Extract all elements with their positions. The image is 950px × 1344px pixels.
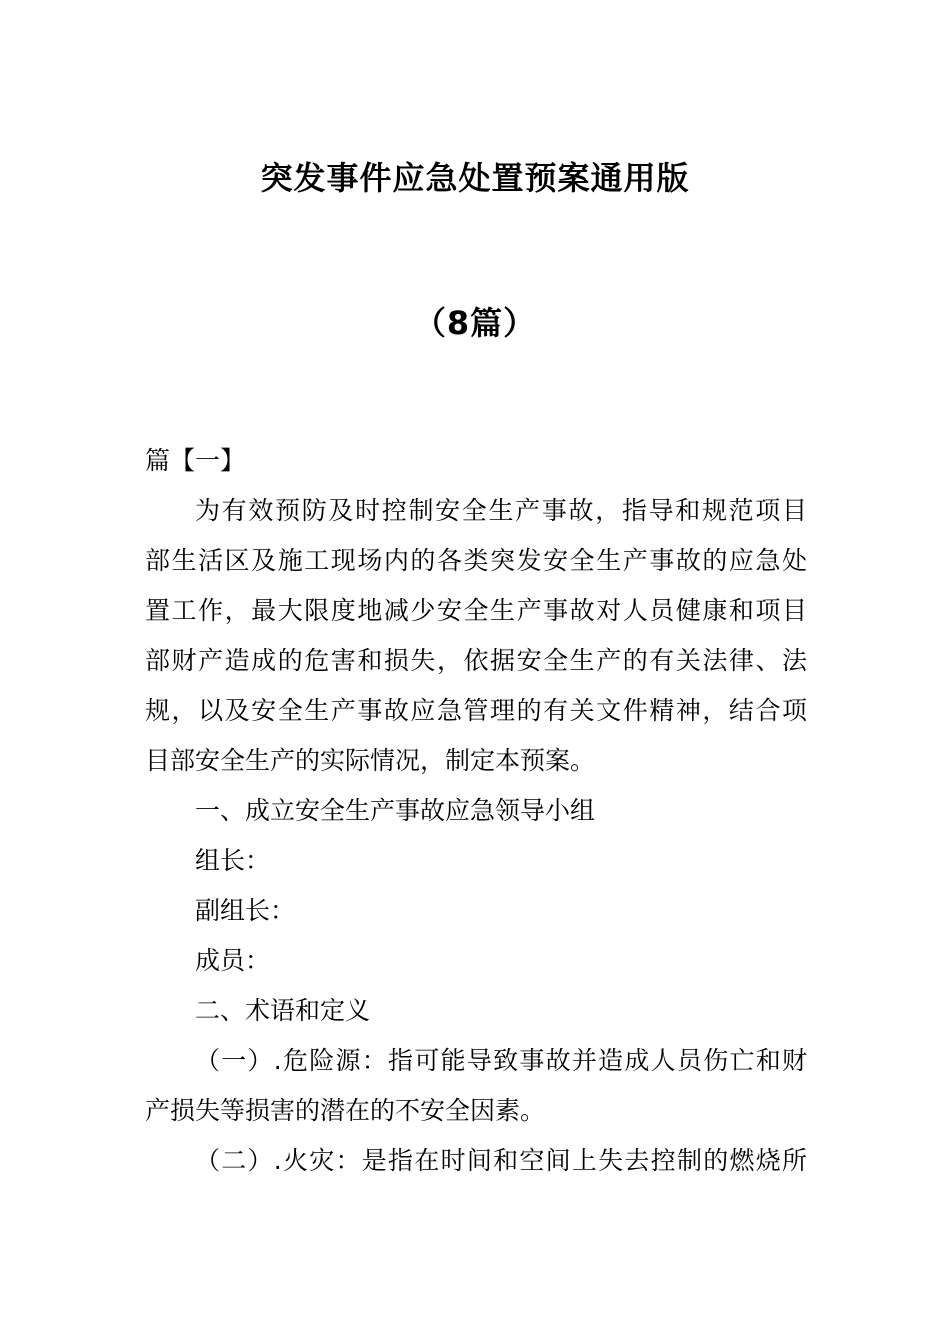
definition-two xyxy=(145,1136,807,1186)
intro-line: 置工作，最大限度地减少安全生产事故对人员健康和项目 xyxy=(145,596,807,625)
members-field: 成员： xyxy=(195,946,271,975)
document-body xyxy=(145,436,807,1186)
intro-paragraph xyxy=(145,486,807,786)
definition-one xyxy=(145,1036,807,1136)
intro-line: 部财产造成的危害和损失，依据安全生产的有关法律、法 xyxy=(145,646,807,675)
definition-line: （一）.危险源：指可能导致事故并造成人员伤亡和财 xyxy=(195,1046,807,1075)
item-one-heading: 一、成立安全生产事故应急领导小组 xyxy=(195,796,596,825)
leader-field: 组长： xyxy=(195,846,271,875)
intro-line: 规，以及安全生产事故应急管理的有关文件精神，结合项 xyxy=(145,696,807,725)
intro-line: 部生活区及施工现场内的各类突发安全生产事故的应急处 xyxy=(145,546,807,575)
section-heading: 篇【一】 xyxy=(145,446,246,475)
intro-line: 目部安全生产的实际情况，制定本预案。 xyxy=(145,746,596,775)
definition-line: （二）.火灾：是指在时间和空间上失去控制的燃烧所 xyxy=(195,1146,807,1175)
definition-line: 产损失等损害的潜在的不安全因素。 xyxy=(145,1096,546,1125)
document-title: 突发事件应急处置预案通用版 xyxy=(260,159,690,197)
intro-line: 为有效预防及时控制安全生产事故，指导和规范项目 xyxy=(195,496,807,525)
document-subtitle: （8篇） xyxy=(413,304,537,342)
item-two-heading: 二、术语和定义 xyxy=(195,996,371,1025)
deputy-leader-field: 副组长： xyxy=(195,896,296,925)
